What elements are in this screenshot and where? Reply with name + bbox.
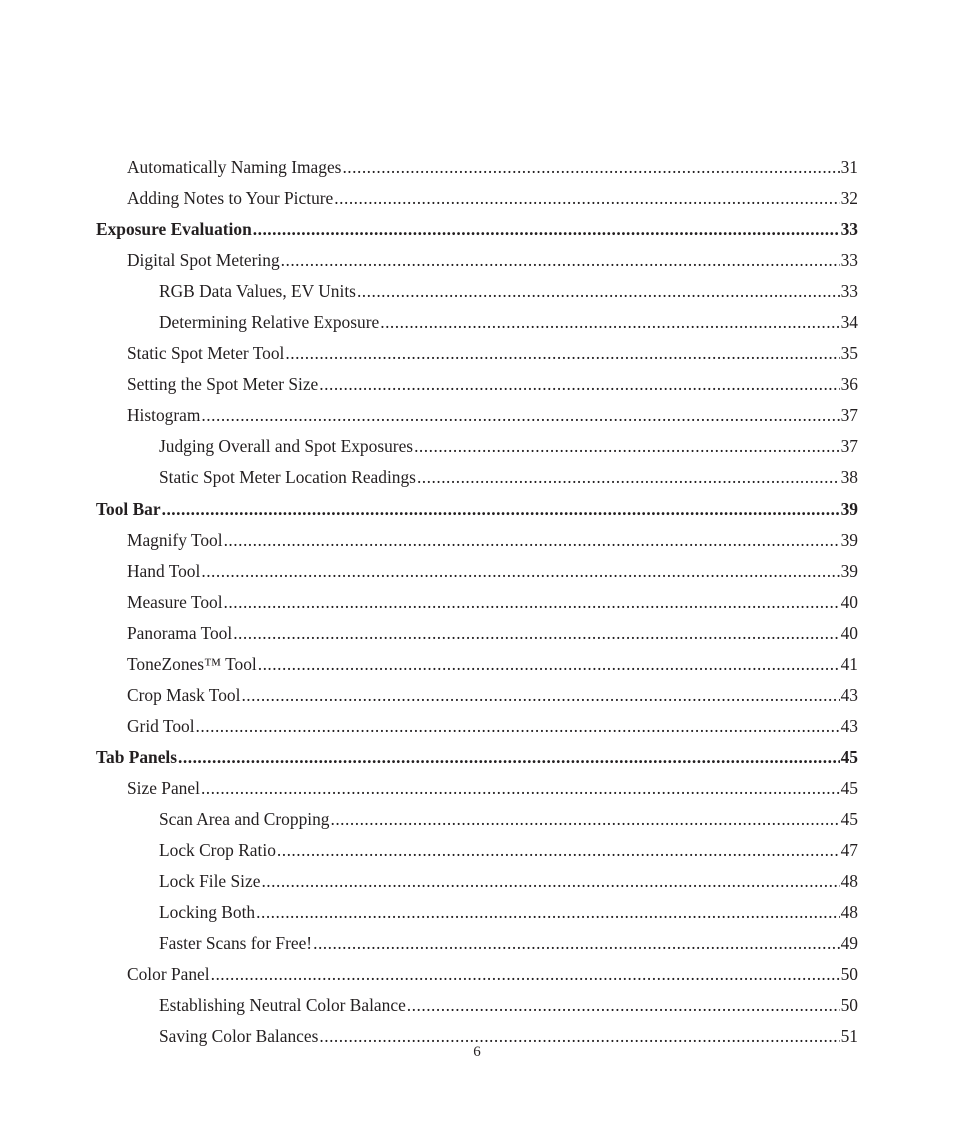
toc-entry[interactable] [96,245,858,276]
toc-entry-title: Setting the Spot Meter Size [127,374,319,395]
toc-dot-leader [201,773,840,804]
toc-entry-title: Locking Both [159,902,256,923]
toc-entry-page: 38 [840,467,858,488]
toc-dot-leader [261,866,839,897]
toc-dot-leader [330,804,839,835]
toc-dot-leader [201,556,839,587]
toc-entry-page: 48 [840,902,858,923]
toc-entry[interactable] [96,183,858,214]
toc-entry-title: Lock Crop Ratio [159,840,276,861]
toc-dot-leader [253,214,840,245]
toc-entry-page: 43 [840,684,858,705]
toc-entry-page: 51 [840,1026,858,1047]
toc-entry[interactable] [96,556,858,587]
toc-dot-leader [258,649,840,680]
toc-entry-page: 33 [840,219,858,240]
toc-entry-title: Establishing Neutral Color Balance [159,995,406,1016]
toc-entry-page: 39 [840,529,858,550]
toc-dot-leader [380,307,839,338]
toc-entry-title: Adding Notes to Your Picture [127,188,334,209]
toc-entry[interactable] [96,711,858,742]
toc-dot-leader [224,587,840,618]
toc-dot-leader [342,152,839,183]
toc-entry-page: 32 [840,188,858,209]
toc-dot-leader [224,525,840,556]
toc-entry-page: 43 [840,715,858,736]
toc-entry[interactable] [96,835,858,866]
toc-entry-title: Size Panel [127,777,200,798]
toc-entry[interactable] [96,649,858,680]
toc-dot-leader [196,711,840,742]
toc-entry-title: Judging Overall and Spot Exposures [159,436,414,457]
toc-entry-title: Scan Area and Cropping [159,808,330,829]
toc-entry-page: 40 [840,622,858,643]
toc-entry-page: 35 [840,343,858,364]
toc-dot-leader [334,183,839,214]
toc-entry[interactable] [96,431,858,462]
toc-entry[interactable] [96,959,858,990]
toc-entry-page: 45 [840,808,858,829]
toc-entry-title: Crop Mask Tool [127,684,241,705]
toc-dot-leader [233,618,839,649]
toc-dot-leader [211,959,840,990]
toc-entry-page: 45 [840,777,858,798]
toc-entry-page: 47 [840,840,858,861]
toc-entry[interactable] [96,307,858,338]
toc-entry-title: Determining Relative Exposure [159,312,380,333]
toc-entry-title: Hand Tool [127,560,201,581]
toc-dot-leader [357,276,840,307]
toc-entry-title: Grid Tool [127,715,195,736]
toc-section-heading[interactable] [96,214,858,245]
toc-dot-leader [178,742,840,773]
toc-entry-page: 41 [840,653,858,674]
toc-entry-page: 39 [840,498,858,519]
toc-entry[interactable] [96,152,858,183]
toc-entry-page: 33 [840,281,858,302]
toc-dot-leader [241,680,839,711]
toc-entry-page: 37 [840,436,858,457]
toc-entry-title: Color Panel [127,964,210,985]
toc-entry-title: Tool Bar [96,498,161,519]
toc-entry-page: 33 [840,250,858,271]
toc-dot-leader [285,338,839,369]
toc-entry-title: RGB Data Values, EV Units [159,281,356,302]
toc-dot-leader [414,431,840,462]
toc-entry-title: ToneZones™ Tool [127,653,257,674]
toc-entry-title: Measure Tool [127,591,223,612]
toc-entry-title: Static Spot Meter Location Readings [159,467,416,488]
toc-entry-title: Faster Scans for Free! [159,933,313,954]
toc-entry-page: 50 [840,995,858,1016]
toc-dot-leader [201,400,839,431]
toc-entry-page: 48 [840,871,858,892]
toc-entry-page: 31 [840,157,858,177]
toc-entry[interactable] [96,680,858,711]
toc-entry[interactable] [96,462,858,493]
toc-entry-page: 36 [840,374,858,395]
toc-entry-page: 40 [840,591,858,612]
toc-entry[interactable] [96,928,858,959]
toc-entry-title: Tab Panels [96,746,178,767]
toc-entry-page: 45 [840,746,858,767]
toc-entry[interactable] [96,276,858,307]
toc-entry[interactable] [96,400,858,431]
toc-entry-page: 49 [840,933,858,954]
toc-entry[interactable] [96,773,858,804]
toc-entry-title: Lock File Size [159,871,261,892]
toc-entry[interactable] [96,866,858,897]
toc-section-heading[interactable] [96,742,858,773]
toc-dot-leader [277,835,840,866]
toc-entry[interactable] [96,618,858,649]
toc-entry-title: Saving Color Balances [159,1026,319,1047]
toc-entry-page: 39 [840,560,858,581]
toc-entry-title: Digital Spot Metering [127,250,280,271]
toc-entry[interactable] [96,990,858,1021]
toc-dot-leader [281,245,840,276]
page-number: 6 [473,1044,481,1060]
toc-entry[interactable] [96,338,858,369]
toc-entry[interactable] [96,587,858,618]
toc-dot-leader [256,897,839,928]
toc-entry-page: 50 [840,964,858,985]
toc-entry-page: 37 [840,405,858,426]
toc-section-heading[interactable] [96,494,858,525]
toc-dot-leader [319,369,839,400]
toc-entry-title: Panorama Tool [127,622,233,643]
toc-entry-title: Exposure Evaluation [96,219,252,240]
toc-entry-title: Static Spot Meter Tool [127,343,285,364]
toc-dot-leader [162,494,840,525]
toc-entry-title: Magnify Tool [127,529,223,550]
toc-entry-page: 34 [840,312,858,333]
table-of-contents [96,152,858,1052]
toc-entry[interactable] [96,525,858,556]
toc-entry-title: Automatically Naming Images [127,157,342,177]
toc-entry[interactable] [96,897,858,928]
toc-entry[interactable] [96,369,858,400]
toc-entry[interactable] [96,804,858,835]
toc-entry-title: Histogram [127,405,201,426]
toc-dot-leader [407,990,840,1021]
toc-dot-leader [417,462,840,493]
toc-dot-leader [313,928,840,959]
